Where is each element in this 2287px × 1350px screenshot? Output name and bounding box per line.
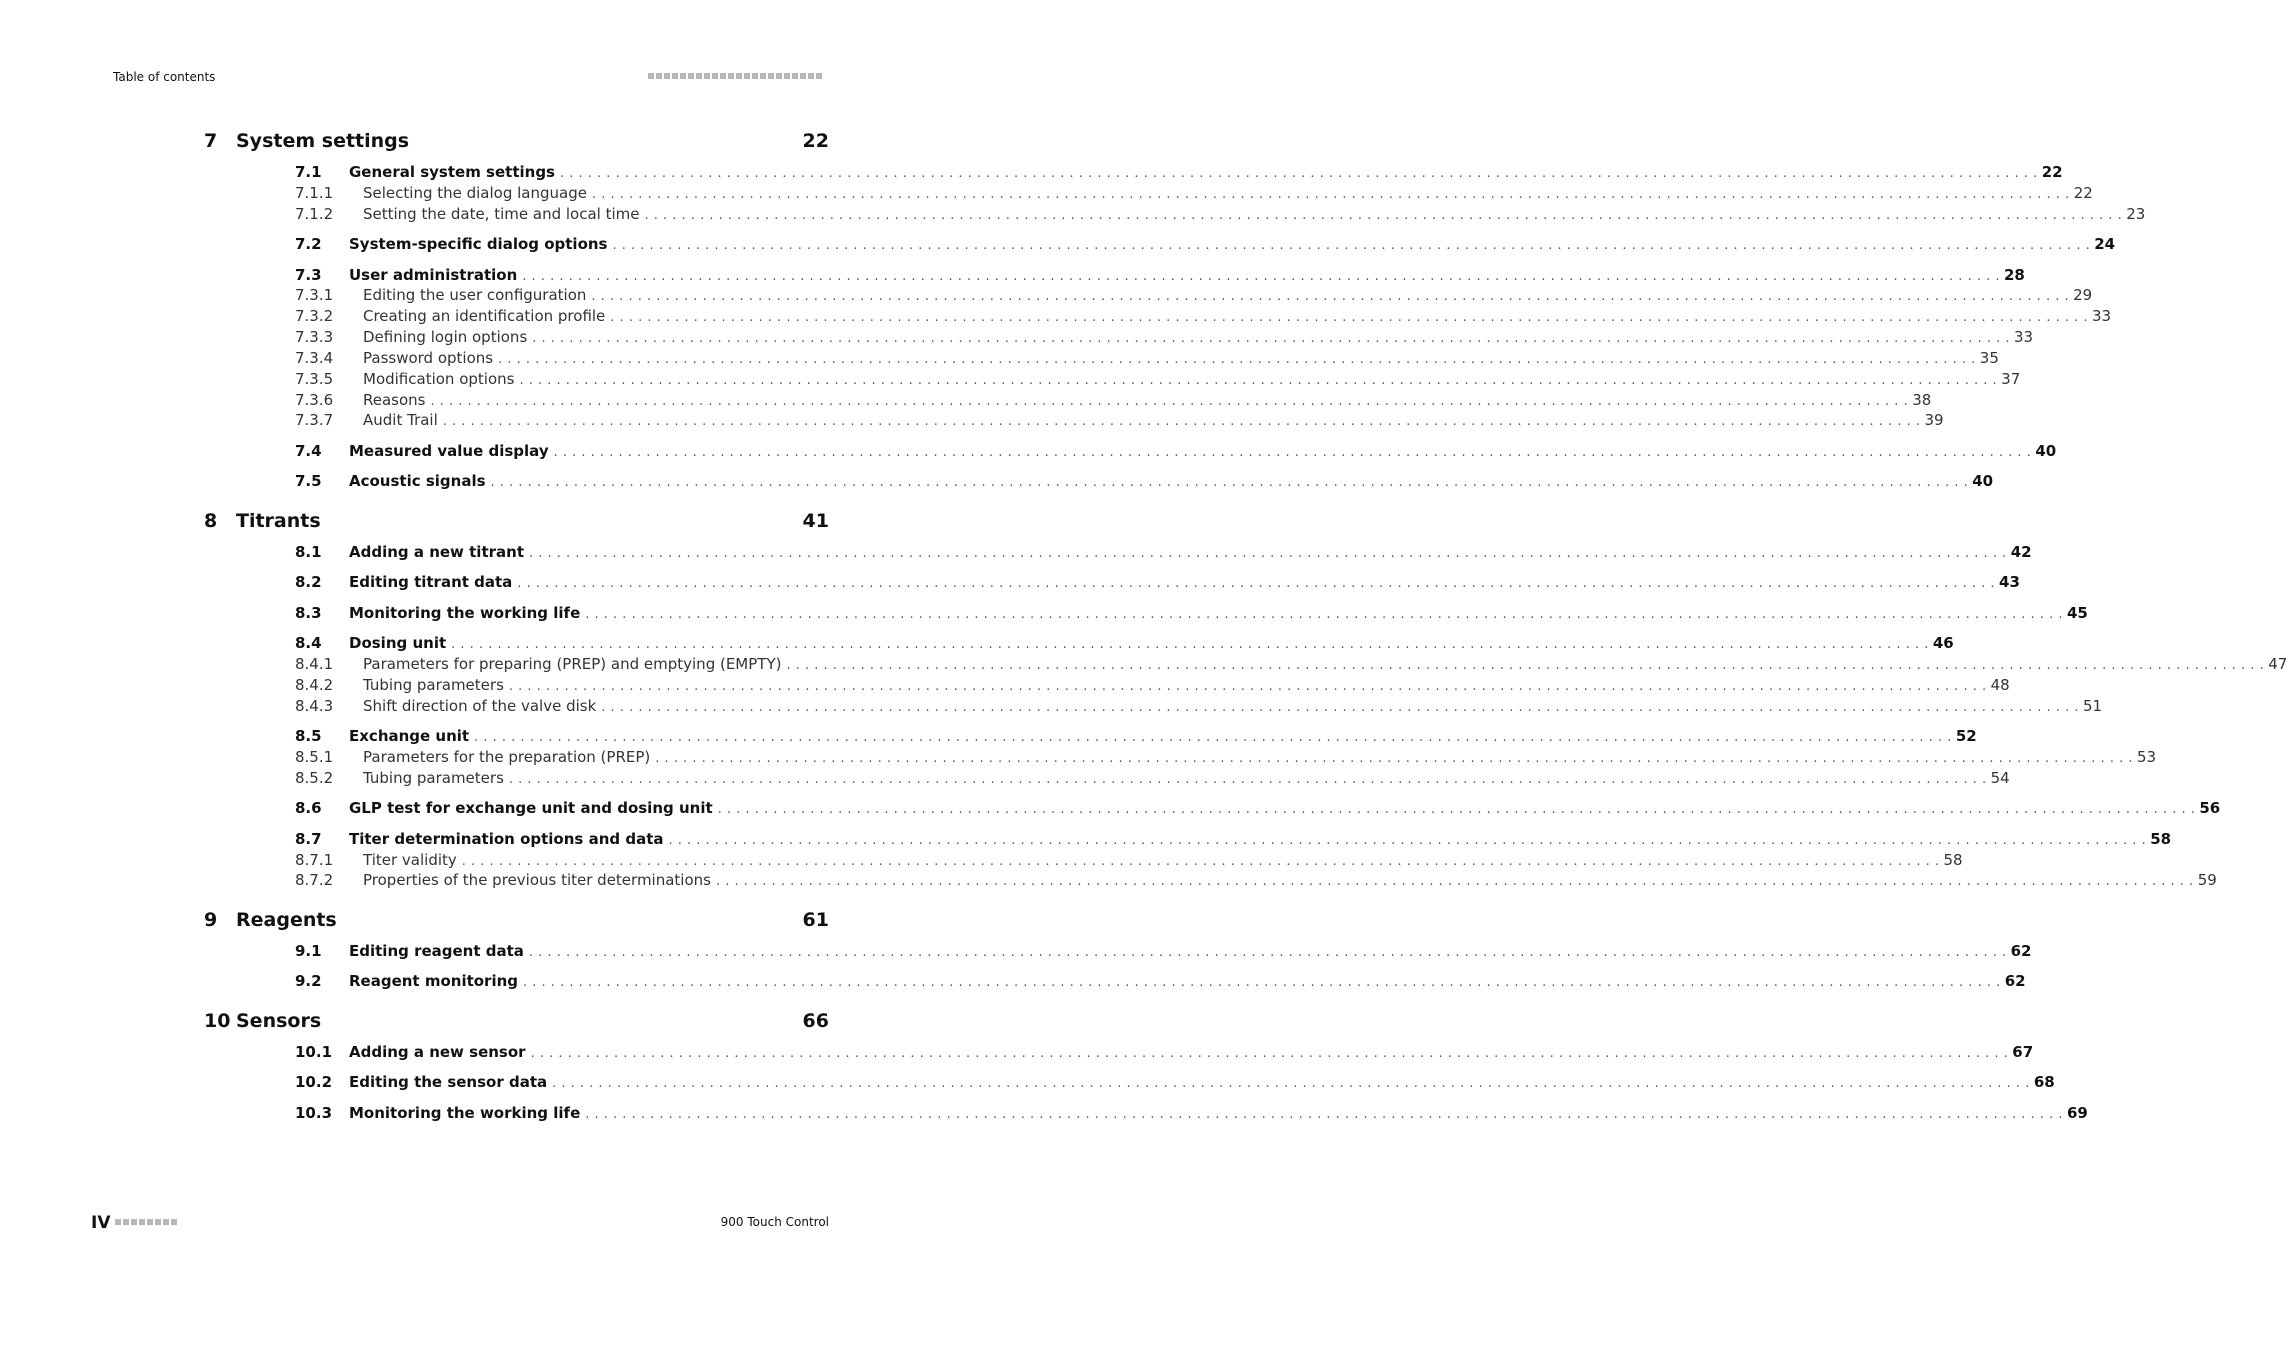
entry-title: Properties of the previous titer determinations [363, 871, 711, 889]
dot-leader: . . . . . . . . . . . . . . . . . . . . . . . . . . . . . . . . . . . . . . . . . . . . . . . . . . . . . . . . . . . . . . . . . . . . . . . . . . . . . . . . . . . . . . . . . . . . . . . . . . . . . . . . . . . . . . . . . . . . . . . . . . . . . . . . . . . . . . . . . . . . . . . . . . . . . . . . . . . . . . . . [559, 166, 2038, 181]
dot-leader: . . . . . . . . . . . . . . . . . . . . . . . . . . . . . . . . . . . . . . . . . . . . . . . . . . . . . . . . . . . . . . . . . . . . . . . . . . . . . . . . . . . . . . . . . . . . . . . . . . . . . . . . . . . . . . . . . . . . . . . . . . . . . . . . . . . . . . . . . . . . . . . . . . . . . . . . . . . . . . . . [430, 394, 1909, 409]
toc-section[interactable] [295, 726, 1977, 746]
entry-number: 7.3.5 [295, 370, 334, 388]
chapter-page: 61 [802, 909, 829, 931]
entry-title: Measured value display [349, 442, 549, 460]
toc-subsection[interactable] [295, 747, 2157, 767]
chapter-page: 41 [802, 510, 829, 532]
entry-line [349, 162, 2063, 184]
header-decoration-squares [648, 73, 822, 79]
dot-leader: . . . . . . . . . . . . . . . . . . . . . . . . . . . . . . . . . . . . . . . . . . . . . . . . . . . . . . . . . . . . . . . . . . . . . . . . . . . . . . . . . . . . . . . . . . . . . . . . . . . . . . . . . . . . . . . . . . . . . . . . . . . . . . . . . . . . . . . . . . . . . . . . . . . . . . . . . . . . . . . . [610, 310, 2089, 325]
chapter-number: 9 [204, 909, 218, 931]
dot-leader: . . . . . . . . . . . . . . . . . . . . . . . . . . . . . . . . . . . . . . . . . . . . . . . . . . . . . . . . . . . . . . . . . . . . . . . . . . . . . . . . . . . . . . . . . . . . . . . . . . . . . . . . . . . . . . . . . . . . . . . . . . . . . . . . . . . . . . . . . . . . . . . . . . . . . . . . . . . . . . . . [717, 802, 2196, 817]
entry-line [349, 971, 2026, 993]
entry-title: Setting the date, time and local time [363, 205, 640, 223]
entry-title: Modification options [363, 370, 515, 388]
entry-number: 8.1 [295, 543, 322, 561]
entry-line [363, 204, 2146, 226]
entry-title: Dosing unit [349, 634, 447, 652]
dot-leader: . . . . . . . . . . . . . . . . . . . . . . . . . . . . . . . . . . . . . . . . . . . . . . . . . . . . . . . . . . . . . . . . . . . . . . . . . . . . . . . . . . . . . . . . . . . . . . . . . . . . . . . . . . . . . . . . . . . . . . . . . . . . . . . . . . . . . . . . . . . . . . . . . . . . . . . . . . . . . . . . [532, 331, 2010, 346]
toc-section[interactable] [295, 1072, 2055, 1092]
entry-page: 40 [1972, 472, 1994, 490]
entry-number: 8.3 [295, 604, 322, 622]
entry-title: Adding a new titrant [349, 543, 524, 561]
dot-leader: . . . . . . . . . . . . . . . . . . . . . . . . . . . . . . . . . . . . . . . . . . . . . . . . . . . . . . . . . . . . . . . . . . . . . . . . . . . . . . . . . . . . . . . . . . . . . . . . . . . . . . . . . . . . . . . . . . . . . . . . . . . . . . . . . . . . . . . . . . . . . . . . . . . . . . . . . . . . . . . . [442, 414, 1921, 429]
dot-leader: . . . . . . . . . . . . . . . . . . . . . . . . . . . . . . . . . . . . . . . . . . . . . . . . . . . . . . . . . . . . . . . . . . . . . . . . . . . . . . . . . . . . . . . . . . . . . . . . . . . . . . . . . . . . . . . . . . . . . . . . . . . . . . . . . . . . . . . . . . . . . . . . . . . . . . . . . . . . . . . . [523, 975, 2001, 990]
entry-line [349, 603, 2088, 625]
dot-leader: . . . . . . . . . . . . . . . . . . . . . . . . . . . . . . . . . . . . . . . . . . . . . . . . . . . . . . . . . . . . . . . . . . . . . . . . . . . . . . . . . . . . . . . . . . . . . . . . . . . . . . . . . . . . . . . . . . . . . . . . . . . . . . . . . . . . . . . . . . . . . . . . . . . . . . . . . . . . . . . . [552, 1076, 2030, 1091]
entry-page: 68 [2033, 1073, 2055, 1091]
entry-number: 7.3.4 [295, 349, 334, 367]
entry-page: 22 [2073, 184, 2093, 202]
toc-section[interactable] [295, 234, 2116, 254]
entry-title: User administration [349, 266, 518, 284]
entry-line [349, 1042, 2034, 1064]
decoration-square [648, 73, 654, 79]
decoration-square [656, 73, 662, 79]
toc-section[interactable] [295, 441, 2057, 461]
toc-chapter[interactable] [204, 128, 829, 154]
entry-page: 28 [2004, 266, 2025, 284]
dot-leader: . . . . . . . . . . . . . . . . . . . . . . . . . . . . . . . . . . . . . . . . . . . . . . . . . . . . . . . . . . . . . . . . . . . . . . . . . . . . . . . . . . . . . . . . . . . . . . . . . . . . . . . . . . . . . . . . . . . . . . . . . . . . . . . . . . . . . . . . . . . . . . . . . . . . . . . . . . . . . . . . [612, 238, 2091, 253]
entry-line [349, 829, 2172, 851]
decoration-square [792, 73, 798, 79]
decoration-square [115, 1219, 121, 1225]
entry-number: 7.3.2 [295, 307, 334, 325]
entry-line [363, 675, 2010, 697]
footer-decoration-squares [115, 1219, 177, 1225]
dot-leader: . . . . . . . . . . . . . . . . . . . . . . . . . . . . . . . . . . . . . . . . . . . . . . . . . . . . . . . . . . . . . . . . . . . . . . . . . . . . . . . . . . . . . . . . . . . . . . . . . . . . . . . . . . . . . . . . . . . . . . . . . . . . . . . . . . . . . . . . . . . . . . . . . . . . . . . . . . . . . . . . [522, 269, 2000, 284]
entry-number: 8.4.2 [295, 676, 334, 694]
entry-line [349, 234, 2116, 256]
decoration-square [664, 73, 670, 79]
dot-leader: . . . . . . . . . . . . . . . . . . . . . . . . . . . . . . . . . . . . . . . . . . . . . . . . . . . . . . . . . . . . . . . . . . . . . . . . . . . . . . . . . . . . . . . . . . . . . . . . . . . . . . . . . . . . . . . . . . . . . . . . . . . . . . . . . . . . . . . . . . . . . . . . . . . . . . . . . . . . . . . . [585, 1107, 2063, 1122]
entry-page: 59 [2197, 871, 2217, 889]
entry-line [349, 798, 2221, 820]
dot-leader: . . . . . . . . . . . . . . . . . . . . . . . . . . . . . . . . . . . . . . . . . . . . . . . . . . . . . . . . . . . . . . . . . . . . . . . . . . . . . . . . . . . . . . . . . . . . . . . . . . . . . . . . . . . . . . . . . . . . . . . . . . . . . . . . . . . . . . . . . . . . . . . . . . . . . . . . . . . . . . . . [655, 751, 2133, 766]
entry-title: Editing titrant data [349, 573, 513, 591]
decoration-square [131, 1219, 137, 1225]
entry-number: 8.4 [295, 634, 322, 652]
decoration-square [736, 73, 742, 79]
dot-leader: . . . . . . . . . . . . . . . . . . . . . . . . . . . . . . . . . . . . . . . . . . . . . . . . . . . . . . . . . . . . . . . . . . . . . . . . . . . . . . . . . . . . . . . . . . . . . . . . . . . . . . . . . . . . . . . . . . . . . . . . . . . . . . . . . . . . . . . . . . . . . . . . . . . . . . . . . . . . . . . . [591, 289, 2070, 304]
footer-product-name: 900 Touch Control [720, 1215, 829, 1229]
entry-line [363, 654, 2287, 676]
entry-page: 67 [2012, 1043, 2034, 1061]
toc-section[interactable] [295, 471, 1994, 491]
entry-page: 45 [2066, 604, 2088, 622]
decoration-square [768, 73, 774, 79]
entry-page: 43 [1999, 573, 2020, 591]
entry-number: 8.7.2 [295, 871, 334, 889]
entry-page: 23 [2126, 205, 2146, 223]
toc-subsection[interactable] [295, 285, 2093, 305]
toc-section[interactable] [295, 941, 2032, 961]
toc-section[interactable] [295, 572, 2020, 592]
entry-line [363, 850, 1963, 872]
decoration-square [680, 73, 686, 79]
entry-line [363, 768, 2010, 790]
entry-page: 42 [2010, 543, 2032, 561]
dot-leader: . . . . . . . . . . . . . . . . . . . . . . . . . . . . . . . . . . . . . . . . . . . . . . . . . . . . . . . . . . . . . . . . . . . . . . . . . . . . . . . . . . . . . . . . . . . . . . . . . . . . . . . . . . . . . . . . . . . . . . . . . . . . . . . . . . . . . . . . . . . . . . . . . . . . . . . . . . . . . . . . [508, 772, 1987, 787]
entry-title: Editing reagent data [349, 942, 524, 960]
dot-leader: . . . . . . . . . . . . . . . . . . . . . . . . . . . . . . . . . . . . . . . . . . . . . . . . . . . . . . . . . . . . . . . . . . . . . . . . . . . . . . . . . . . . . . . . . . . . . . . . . . . . . . . . . . . . . . . . . . . . . . . . . . . . . . . . . . . . . . . . . . . . . . . . . . . . . . . . . . . . . . . . [601, 700, 2079, 715]
toc-subsection[interactable] [295, 850, 1963, 870]
chapter-page: 22 [802, 130, 829, 152]
decoration-square [171, 1219, 177, 1225]
entry-page: 39 [1924, 411, 1944, 429]
entry-line [349, 726, 1977, 748]
dot-leader: . . . . . . . . . . . . . . . . . . . . . . . . . . . . . . . . . . . . . . . . . . . . . . . . . . . . . . . . . . . . . . . . . . . . . . . . . . . . . . . . . . . . . . . . . . . . . . . . . . . . . . . . . . . . . . . . . . . . . . . . . . . . . . . . . . . . . . . . . . . . . . . . . . . . . . . . . . . . . . . . [530, 1046, 2009, 1061]
decoration-square [672, 73, 678, 79]
toc-subsection[interactable] [295, 204, 2146, 224]
entry-number: 7.3 [295, 266, 322, 284]
decoration-square [163, 1219, 169, 1225]
toc-subsection[interactable] [295, 306, 2112, 326]
entry-title: Exchange unit [349, 727, 470, 745]
entry-page: 53 [2136, 748, 2157, 766]
dot-leader: . . . . . . . . . . . . . . . . . . . . . . . . . . . . . . . . . . . . . . . . . . . . . . . . . . . . . . . . . . . . . . . . . . . . . . . . . . . . . . . . . . . . . . . . . . . . . . . . . . . . . . . . . . . . . . . . . . . . . . . . . . . . . . . . . . . . . . . . . . . . . . . . . . . . . . . . . . . . . . . . [668, 833, 2147, 848]
entry-line [349, 572, 2020, 594]
entry-title: Acoustic signals [349, 472, 486, 490]
entry-number: 8.7 [295, 830, 322, 848]
entry-title: Selecting the dialog language [363, 184, 587, 202]
toc-chapter[interactable] [204, 508, 829, 534]
entry-number: 8.6 [295, 799, 322, 817]
entry-page: 24 [2094, 235, 2116, 253]
decoration-square [776, 73, 782, 79]
entry-line [363, 348, 1999, 370]
entry-number: 7.5 [295, 472, 322, 490]
decoration-square [139, 1219, 145, 1225]
entry-title: Titer determination options and data [349, 830, 664, 848]
entry-number: 8.4.3 [295, 697, 334, 715]
toc-subsection[interactable] [295, 654, 2287, 674]
entry-line [363, 390, 1932, 412]
entry-title: Monitoring the working life [349, 1104, 581, 1122]
entry-line [363, 410, 1944, 432]
toc-subsection[interactable] [295, 768, 2010, 788]
dot-leader: . . . . . . . . . . . . . . . . . . . . . . . . . . . . . . . . . . . . . . . . . . . . . . . . . . . . . . . . . . . . . . . . . . . . . . . . . . . . . . . . . . . . . . . . . . . . . . . . . . . . . . . . . . . . . . . . . . . . . . . . . . . . . . . . . . . . . . . . . . . . . . . . . . . . . . . . . . . . . . . . [461, 854, 1940, 869]
chapter-title: Titrants [236, 510, 321, 532]
dot-leader: . . . . . . . . . . . . . . . . . . . . . . . . . . . . . . . . . . . . . . . . . . . . . . . . . . . . . . . . . . . . . . . . . . . . . . . . . . . . . . . . . . . . . . . . . . . . . . . . . . . . . . . . . . . . . . . . . . . . . . . . . . . . . . . . . . . . . . . . . . . . . . . . . . . . . . . . . . . . . . . . [498, 352, 1976, 367]
entry-line [363, 369, 2021, 391]
toc-chapter[interactable] [204, 1008, 829, 1034]
entry-number: 7.2 [295, 235, 322, 253]
entry-number: 8.5 [295, 727, 322, 745]
dot-leader: . . . . . . . . . . . . . . . . . . . . . . . . . . . . . . . . . . . . . . . . . . . . . . . . . . . . . . . . . . . . . . . . . . . . . . . . . . . . . . . . . . . . . . . . . . . . . . . . . . . . . . . . . . . . . . . . . . . . . . . . . . . . . . . . . . . . . . . . . . . . . . . . . . . . . . . . . . . . . . . . [715, 874, 2194, 889]
entry-title: Reagent monitoring [349, 972, 519, 990]
entry-page: 62 [2004, 972, 2026, 990]
toc-section[interactable] [295, 1042, 2034, 1062]
toc-section[interactable] [295, 162, 2063, 182]
entry-page: 29 [2073, 286, 2093, 304]
entry-number: 8.5.1 [295, 748, 334, 766]
entry-title: Tubing parameters [363, 676, 504, 694]
entry-title: Monitoring the working life [349, 604, 581, 622]
entry-page: 48 [1990, 676, 2010, 694]
entry-number: 10.1 [295, 1043, 333, 1061]
entry-line [349, 941, 2032, 963]
entry-line [363, 183, 2093, 205]
chapter-page: 66 [802, 1010, 829, 1032]
decoration-square [155, 1219, 161, 1225]
decoration-square [728, 73, 734, 79]
dot-leader: . . . . . . . . . . . . . . . . . . . . . . . . . . . . . . . . . . . . . . . . . . . . . . . . . . . . . . . . . . . . . . . . . . . . . . . . . . . . . . . . . . . . . . . . . . . . . . . . . . . . . . . . . . . . . . . . . . . . . . . . . . . . . . . . . . . . . . . . . . . . . . . . . . . . . . . . . . . . . . . . [529, 546, 2007, 561]
entry-title: Tubing parameters [363, 769, 504, 787]
entry-page: 33 [2092, 307, 2112, 325]
entry-line [363, 696, 2103, 718]
entry-title: General system settings [349, 163, 555, 181]
entry-line [349, 1103, 2088, 1125]
entry-line [349, 542, 2032, 564]
entry-number: 8.2 [295, 573, 322, 591]
entry-page: 38 [1912, 391, 1932, 409]
decoration-square [696, 73, 702, 79]
dot-leader: . . . . . . . . . . . . . . . . . . . . . . . . . . . . . . . . . . . . . . . . . . . . . . . . . . . . . . . . . . . . . . . . . . . . . . . . . . . . . . . . . . . . . . . . . . . . . . . . . . . . . . . . . . . . . . . . . . . . . . . . . . . . . . . . . . . . . . . . . . . . . . . . . . . . . . . . . . . . . . . . [528, 945, 2007, 960]
entry-line [363, 306, 2112, 328]
entry-page: 52 [1955, 727, 1977, 745]
entry-title: Titer validity [363, 851, 457, 869]
toc-section[interactable] [295, 603, 2088, 623]
entry-page: 51 [2083, 697, 2103, 715]
dot-leader: . . . . . . . . . . . . . . . . . . . . . . . . . . . . . . . . . . . . . . . . . . . . . . . . . . . . . . . . . . . . . . . . . . . . . . . . . . . . . . . . . . . . . . . . . . . . . . . . . . . . . . . . . . . . . . . . . . . . . . . . . . . . . . . . . . . . . . . . . . . . . . . . . . . . . . . . . . . . . . . . [553, 445, 2032, 460]
decoration-square [760, 73, 766, 79]
chapter-title: System settings [236, 130, 410, 152]
entry-number: 8.7.1 [295, 851, 334, 869]
toc-section[interactable] [295, 798, 2221, 818]
chapter-number: 10 [204, 1010, 231, 1032]
entry-page: 58 [1943, 851, 1963, 869]
dot-leader: . . . . . . . . . . . . . . . . . . . . . . . . . . . . . . . . . . . . . . . . . . . . . . . . . . . . . . . . . . . . . . . . . . . . . . . . . . . . . . . . . . . . . . . . . . . . . . . . . . . . . . . . . . . . . . . . . . . . . . . . . . . . . . . . . . . . . . . . . . . . . . . . . . . . . . . . . . . . . . . . [451, 637, 1929, 652]
entry-number: 10.2 [295, 1073, 333, 1091]
entry-page: 62 [2010, 942, 2032, 960]
toc-section[interactable] [295, 1103, 2088, 1123]
entry-page: 46 [1932, 634, 1954, 652]
entry-title: Editing the user configuration [363, 286, 587, 304]
toc-subsection[interactable] [295, 183, 2093, 203]
entry-number: 7.4 [295, 442, 322, 460]
entry-number: 7.1.2 [295, 205, 334, 223]
decoration-square [147, 1219, 153, 1225]
entry-number: 7.3.7 [295, 411, 334, 429]
decoration-square [784, 73, 790, 79]
dot-leader: . . . . . . . . . . . . . . . . . . . . . . . . . . . . . . . . . . . . . . . . . . . . . . . . . . . . . . . . . . . . . . . . . . . . . . . . . . . . . . . . . . . . . . . . . . . . . . . . . . . . . . . . . . . . . . . . . . . . . . . . . . . . . . . . . . . . . . . . . . . . . . . . . . . . . . . . . . . . . . . . [644, 208, 2123, 223]
dot-leader: . . . . . . . . . . . . . . . . . . . . . . . . . . . . . . . . . . . . . . . . . . . . . . . . . . . . . . . . . . . . . . . . . . . . . . . . . . . . . . . . . . . . . . . . . . . . . . . . . . . . . . . . . . . . . . . . . . . . . . . . . . . . . . . . . . . . . . . . . . . . . . . . . . . . . . . . . . . . . . . . [591, 187, 2070, 202]
entry-line [349, 441, 2057, 463]
entry-number: 9.1 [295, 942, 322, 960]
decoration-square [720, 73, 726, 79]
toc-subsection[interactable] [295, 696, 2103, 716]
entry-title: Shift direction of the valve disk [363, 697, 597, 715]
entry-title: Editing the sensor data [349, 1073, 548, 1091]
toc-section[interactable] [295, 633, 1954, 653]
entry-number: 8.5.2 [295, 769, 334, 787]
toc-chapter[interactable] [204, 907, 829, 933]
toc-section[interactable] [295, 542, 2032, 562]
dot-leader: . . . . . . . . . . . . . . . . . . . . . . . . . . . . . . . . . . . . . . . . . . . . . . . . . . . . . . . . . . . . . . . . . . . . . . . . . . . . . . . . . . . . . . . . . . . . . . . . . . . . . . . . . . . . . . . . . . . . . . . . . . . . . . . . . . . . . . . . . . . . . . . . . . . . . . . . . . . . . . . . [517, 576, 1996, 591]
entry-title: Defining login options [363, 328, 528, 346]
entry-title: Adding a new sensor [349, 1043, 526, 1061]
toc-section[interactable] [295, 265, 2025, 285]
chapter-number: 8 [204, 510, 218, 532]
entry-page: 40 [2035, 442, 2057, 460]
entry-number: 10.3 [295, 1104, 333, 1122]
entry-line [363, 870, 2217, 892]
chapter-title: Reagents [236, 909, 337, 931]
entry-number: 7.3.1 [295, 286, 334, 304]
entry-line [349, 1072, 2055, 1094]
decoration-square [800, 73, 806, 79]
entry-line [349, 265, 2025, 287]
entry-title: System-specific dialog options [349, 235, 608, 253]
entry-line [363, 747, 2157, 769]
entry-line [349, 633, 1954, 655]
decoration-square [816, 73, 822, 79]
entry-number: 8.4.1 [295, 655, 334, 673]
entry-title: Creating an identification profile [363, 307, 606, 325]
toc-subsection[interactable] [295, 369, 2021, 389]
entry-line [349, 471, 1994, 493]
entry-page: 54 [1990, 769, 2010, 787]
entry-page: 37 [2001, 370, 2021, 388]
running-header-title: Table of contents [113, 70, 216, 84]
dot-leader: . . . . . . . . . . . . . . . . . . . . . . . . . . . . . . . . . . . . . . . . . . . . . . . . . . . . . . . . . . . . . . . . . . . . . . . . . . . . . . . . . . . . . . . . . . . . . . . . . . . . . . . . . . . . . . . . . . . . . . . . . . . . . . . . . . . . . . . . . . . . . . . . . . . . . . . . . . . . . . . . [508, 679, 1987, 694]
entry-number: 7.1 [295, 163, 322, 181]
decoration-square [808, 73, 814, 79]
entry-number: 7.3.3 [295, 328, 334, 346]
decoration-square [704, 73, 710, 79]
decoration-square [744, 73, 750, 79]
dot-leader: . . . . . . . . . . . . . . . . . . . . . . . . . . . . . . . . . . . . . . . . . . . . . . . . . . . . . . . . . . . . . . . . . . . . . . . . . . . . . . . . . . . . . . . . . . . . . . . . . . . . . . . . . . . . . . . . . . . . . . . . . . . . . . . . . . . . . . . . . . . . . . . . . . . . . . . . . . . . . . . . [786, 658, 2265, 673]
dot-leader: . . . . . . . . . . . . . . . . . . . . . . . . . . . . . . . . . . . . . . . . . . . . . . . . . . . . . . . . . . . . . . . . . . . . . . . . . . . . . . . . . . . . . . . . . . . . . . . . . . . . . . . . . . . . . . . . . . . . . . . . . . . . . . . . . . . . . . . . . . . . . . . . . . . . . . . . . . . . . . . . [490, 475, 1969, 490]
decoration-square [123, 1219, 129, 1225]
entry-number: 7.3.6 [295, 391, 334, 409]
toc-subsection[interactable] [295, 410, 1944, 430]
entry-line [363, 285, 2093, 307]
decoration-square [688, 73, 694, 79]
entry-line [363, 327, 2034, 349]
dot-leader: . . . . . . . . . . . . . . . . . . . . . . . . . . . . . . . . . . . . . . . . . . . . . . . . . . . . . . . . . . . . . . . . . . . . . . . . . . . . . . . . . . . . . . . . . . . . . . . . . . . . . . . . . . . . . . . . . . . . . . . . . . . . . . . . . . . . . . . . . . . . . . . . . . . . . . . . . . . . . . . . [519, 373, 1998, 388]
entry-number: 9.2 [295, 972, 322, 990]
dot-leader: . . . . . . . . . . . . . . . . . . . . . . . . . . . . . . . . . . . . . . . . . . . . . . . . . . . . . . . . . . . . . . . . . . . . . . . . . . . . . . . . . . . . . . . . . . . . . . . . . . . . . . . . . . . . . . . . . . . . . . . . . . . . . . . . . . . . . . . . . . . . . . . . . . . . . . . . . . . . . . . . [585, 607, 2063, 622]
entry-page: 35 [1979, 349, 1999, 367]
toc-subsection[interactable] [295, 390, 1932, 410]
entry-page: 33 [2013, 328, 2034, 346]
toc-section[interactable] [295, 971, 2026, 991]
dot-leader: . . . . . . . . . . . . . . . . . . . . . . . . . . . . . . . . . . . . . . . . . . . . . . . . . . . . . . . . . . . . . . . . . . . . . . . . . . . . . . . . . . . . . . . . . . . . . . . . . . . . . . . . . . . . . . . . . . . . . . . . . . . . . . . . . . . . . . . . . . . . . . . . . . . . . . . . . . . . . . . . [474, 730, 1952, 745]
decoration-square [752, 73, 758, 79]
entry-number: 7.1.1 [295, 184, 334, 202]
toc-section[interactable] [295, 829, 2172, 849]
toc-subsection[interactable] [295, 675, 2010, 695]
decoration-square [712, 73, 718, 79]
entry-title: Password options [363, 349, 494, 367]
toc-subsection[interactable] [295, 348, 1999, 368]
entry-page: 56 [2199, 799, 2221, 817]
entry-page: 69 [2066, 1104, 2088, 1122]
entry-title: Parameters for the preparation (PREP) [363, 748, 651, 766]
toc-subsection[interactable] [295, 870, 2217, 890]
entry-page: 47 [2268, 655, 2287, 673]
chapter-title: Sensors [236, 1010, 322, 1032]
entry-title: Parameters for preparing (PREP) and emptying (EMPTY) [363, 655, 782, 673]
entry-page: 22 [2041, 163, 2063, 181]
entry-title: GLP test for exchange unit and dosing unit [349, 799, 713, 817]
entry-title: Reasons [363, 391, 426, 409]
chapter-number: 7 [204, 130, 218, 152]
entry-title: Audit Trail [363, 411, 438, 429]
footer-page-number: IV [91, 1213, 111, 1233]
entry-page: 58 [2150, 830, 2172, 848]
toc-subsection[interactable] [295, 327, 2034, 347]
